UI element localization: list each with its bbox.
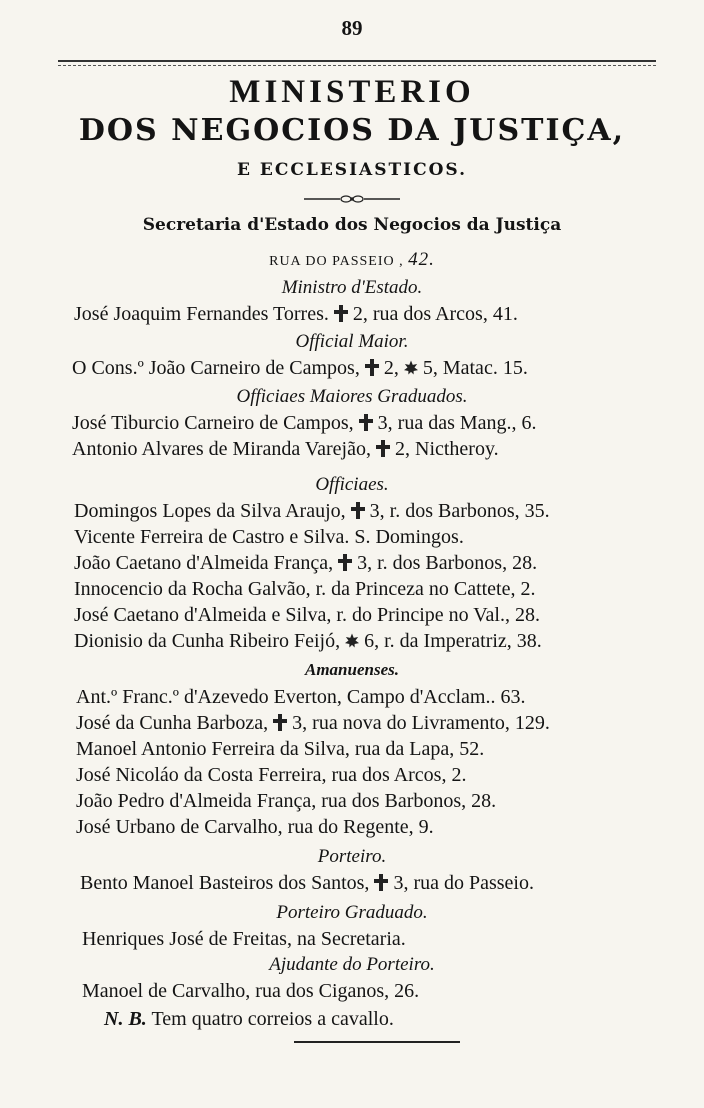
- entry-amanuense-4: José Nicoláo da Costa Ferreira, rua dos Arcos, 2.: [76, 764, 467, 786]
- cross-of-order-icon: [273, 714, 287, 731]
- heading-porteiro-graduado: Porteiro Graduado.: [276, 902, 428, 923]
- entry-name: José Tiburcio Carneiro de Campos,: [72, 412, 354, 434]
- entry-graduado-1: [72, 412, 537, 435]
- entry-name: Domingos Lopes da Silva Araujo,: [74, 500, 346, 522]
- entry-porteiro: [80, 872, 534, 895]
- cross-of-order-icon: [365, 359, 379, 376]
- entry-name: João Caetano d'Almeida França,: [74, 552, 334, 574]
- address-street: RUA DO PASSEIO ,: [269, 254, 404, 269]
- ministry-title: MINISTERIO: [229, 74, 475, 110]
- secretaria-address: [0, 249, 704, 271]
- entry-detail-2: 5, Matac. 15.: [422, 357, 528, 379]
- secretaria-title: Secretaria d'Estado dos Negocios da Justiça: [142, 215, 562, 235]
- page-number: 89: [341, 16, 363, 40]
- ministry-subtitle: DOS NEGOCIOS DA JUSTIÇA,: [78, 113, 626, 148]
- entry-detail: 3, r. dos Barbonos, 28.: [357, 552, 538, 574]
- heading-ajudante: Ajudante do Porteiro.: [269, 954, 435, 975]
- entry-official-5: José Caetano d'Almeida e Silva, r. do Principe no Val., 28.: [74, 604, 540, 626]
- top-rule: [58, 60, 656, 66]
- cross-of-order-icon: [374, 874, 388, 891]
- heading-officiaes: Officiaes.: [315, 474, 389, 495]
- entry-amanuense-1: Ant.º Franc.º d'Azevedo Everton, Campo d'Acclam.. 63.: [76, 686, 526, 708]
- entry-name: O Cons.º João Carneiro de Campos,: [72, 357, 360, 379]
- heading-officiaes-graduados: Officiaes Maiores Graduados.: [236, 386, 468, 407]
- entry-name: Bento Manoel Basteiros dos Santos,: [80, 872, 370, 894]
- cross-of-order-icon: [338, 554, 352, 571]
- entry-name: Antonio Alvares de Miranda Varejão,: [72, 438, 371, 460]
- entry-detail: 2, rua dos Arcos, 41.: [352, 303, 518, 325]
- entry-official-1: [74, 500, 550, 523]
- entry-detail: 3, rua do Passeio.: [393, 872, 534, 894]
- entry-name: Dionisio da Cunha Ribeiro Feijó,: [74, 630, 341, 652]
- entry-ministro: [74, 303, 518, 326]
- cross-of-order-icon: [376, 440, 390, 457]
- entry-official-6: [74, 630, 542, 653]
- heading-porteiro: Porteiro.: [317, 846, 387, 867]
- entry-official-4: Innocencio da Rocha Galvão, r. da Princeza no Cattete, 2.: [74, 578, 536, 600]
- heading-ministro: Ministro d'Estado.: [281, 277, 423, 298]
- entry-graduado-2: [72, 438, 499, 461]
- entry-name: José da Cunha Barboza,: [76, 712, 269, 734]
- star-of-order-icon: [404, 359, 418, 376]
- entry-amanuense-5: João Pedro d'Almeida França, rua dos Barbonos, 28.: [76, 790, 497, 812]
- cross-of-order-icon: [334, 305, 348, 322]
- entry-detail: 6, r. da Imperatriz, 38.: [364, 630, 542, 652]
- note-text: Tem quatro correios a cavallo.: [151, 1008, 394, 1030]
- ornament-divider-icon: [302, 193, 402, 205]
- note: [104, 1008, 394, 1031]
- entry-amanuense-2: [76, 712, 550, 735]
- entry-detail: 3, rua das Mang., 6.: [377, 412, 537, 434]
- ministry-subtitle-2: E ECCLESIASTICOS.: [236, 160, 468, 180]
- address-number: 42.: [408, 249, 435, 270]
- entry-amanuense-6: José Urbano de Carvalho, rua do Regente, 9.: [76, 816, 434, 838]
- entry-porteiro-graduado: Henriques José de Freitas, na Secretaria.: [82, 928, 406, 950]
- star-of-order-icon: [345, 632, 359, 649]
- heading-official-maior: Official Maior.: [295, 331, 409, 352]
- entry-detail: 3, r. dos Barbonos, 35.: [369, 500, 550, 522]
- cross-of-order-icon: [359, 414, 373, 431]
- entry-name: José Joaquim Fernandes Torres.: [74, 303, 329, 325]
- bottom-rule: [294, 1041, 460, 1046]
- entry-detail-1: 2,: [383, 357, 399, 379]
- cross-of-order-icon: [351, 502, 365, 519]
- heading-amanuenses: Amanuenses.: [305, 660, 399, 679]
- entry-official-maior: [72, 357, 528, 380]
- entry-detail: 3, rua nova do Livramento, 129.: [292, 712, 550, 734]
- entry-ajudante: Manoel de Carvalho, rua dos Ciganos, 26.: [82, 980, 420, 1002]
- entry-amanuense-3: Manoel Antonio Ferreira da Silva, rua da Lapa, 52.: [76, 738, 485, 760]
- note-label: N. B.: [104, 1008, 147, 1030]
- entry-official-2: Vicente Ferreira de Castro e Silva. S. Domingos.: [74, 526, 464, 548]
- entry-official-3: [74, 552, 537, 575]
- entry-detail: 2, Nictheroy.: [395, 438, 499, 460]
